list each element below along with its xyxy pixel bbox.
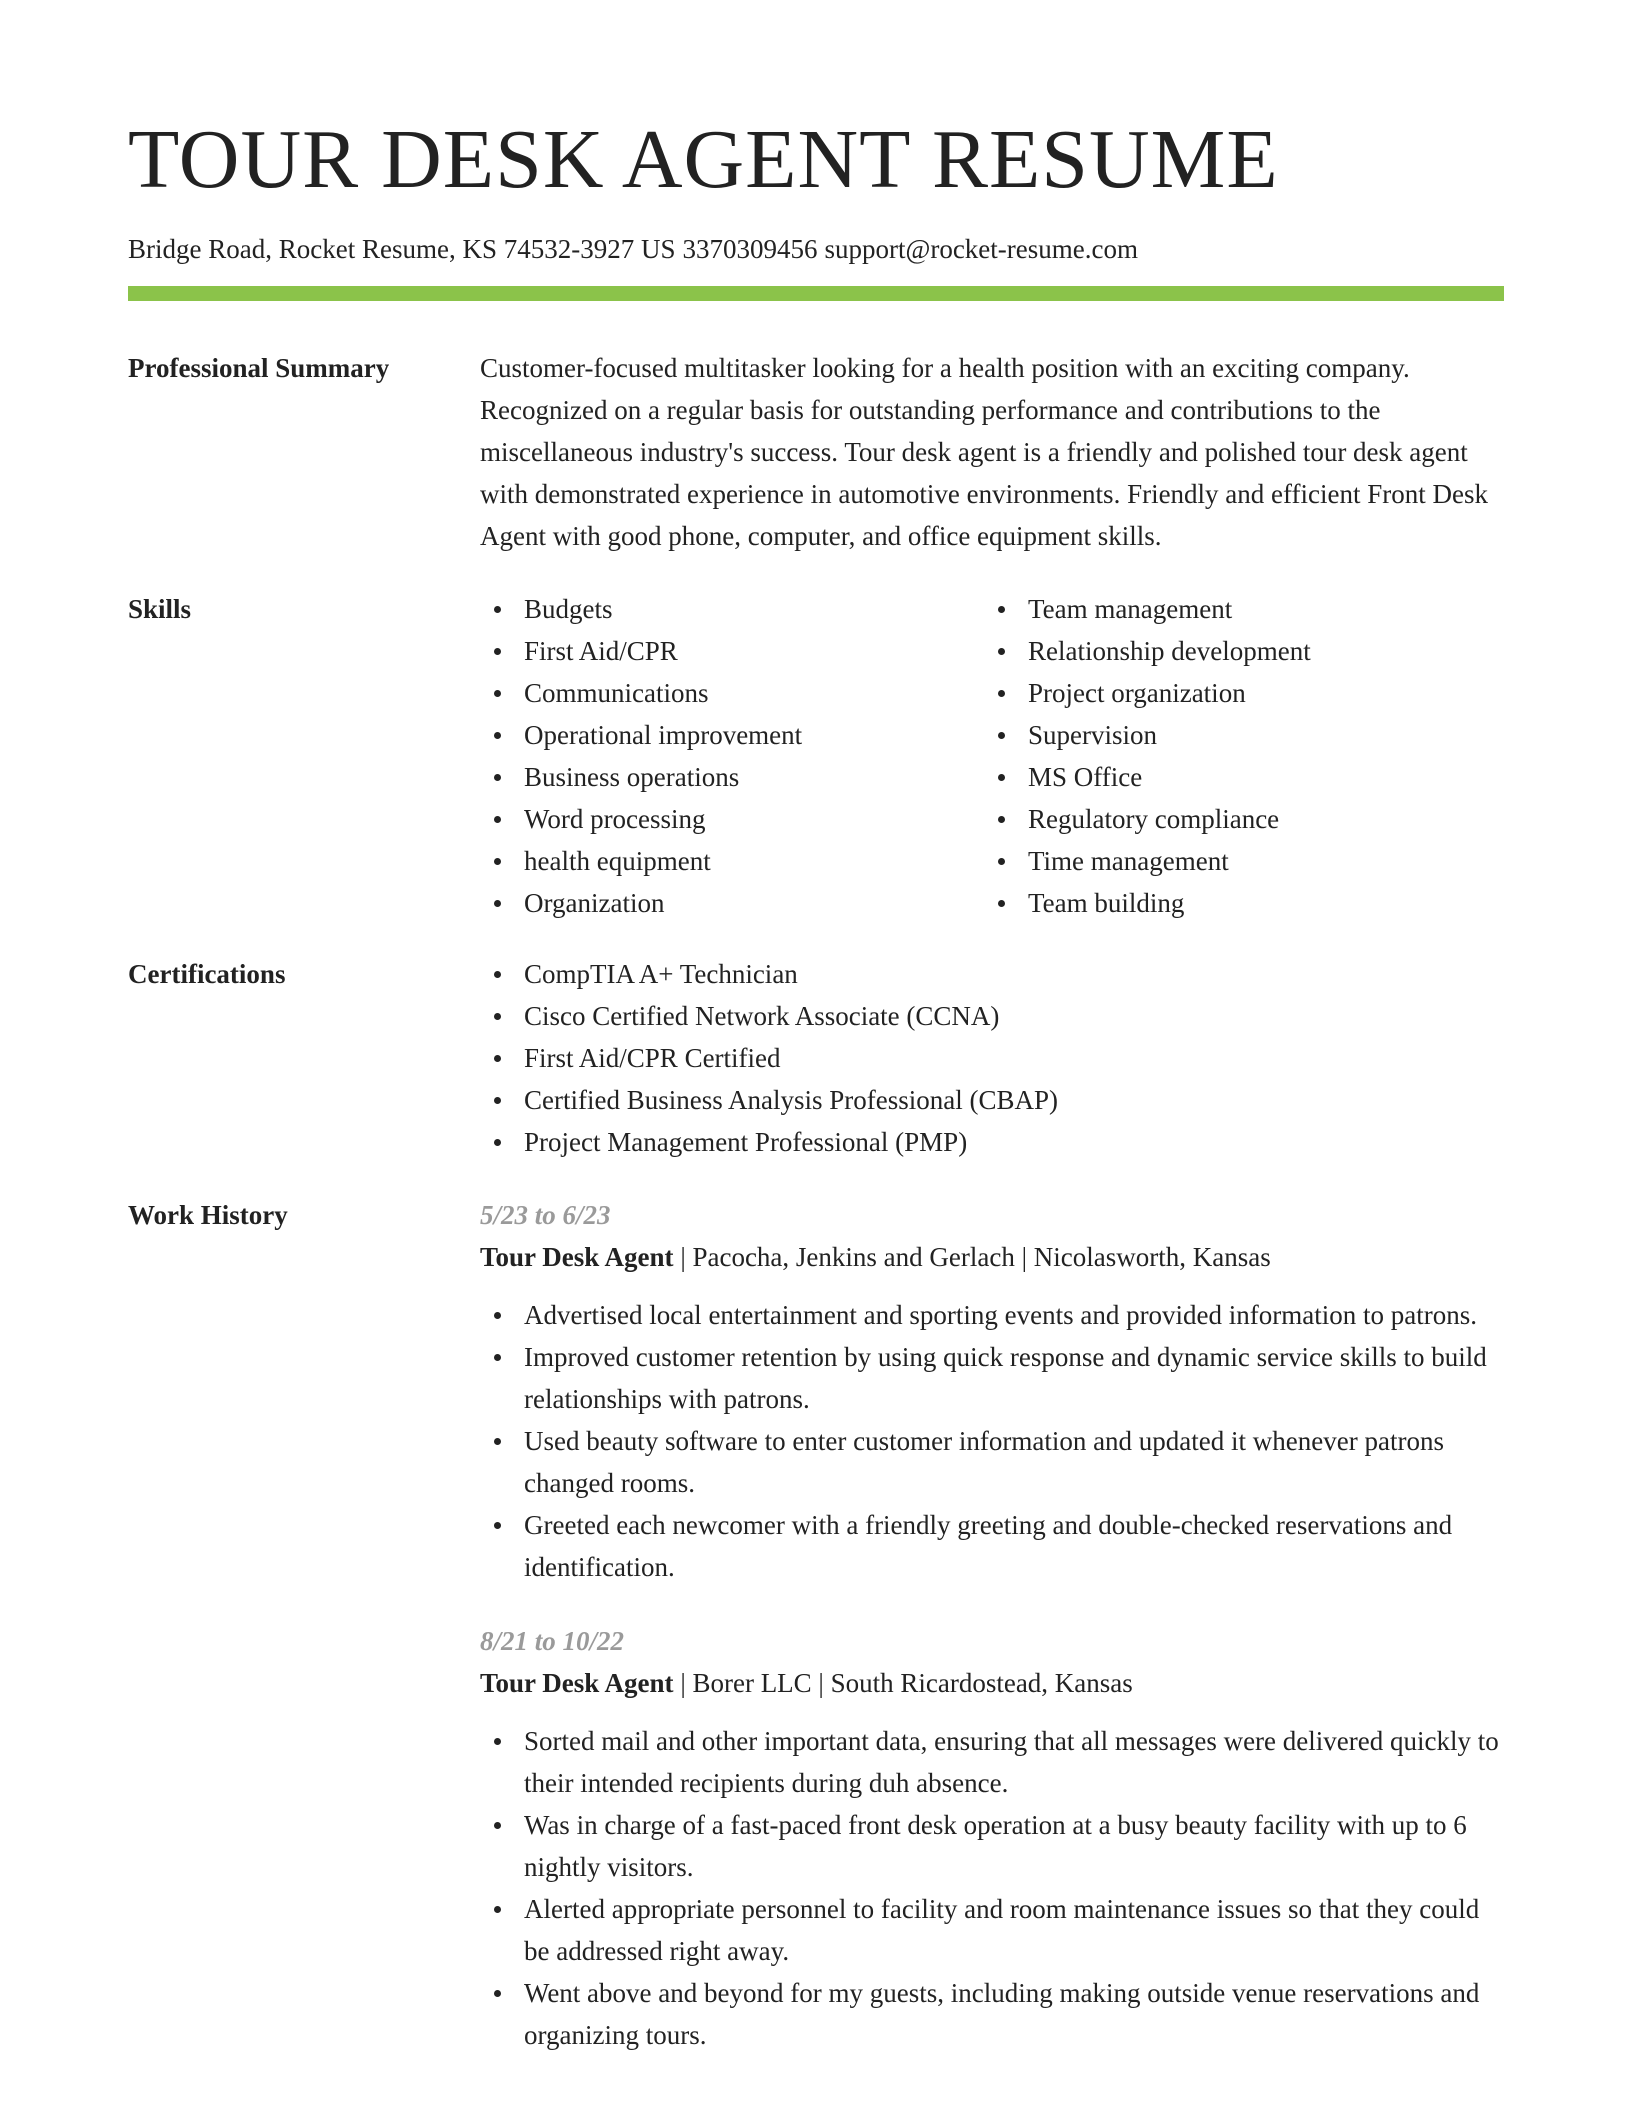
list-item: Used beauty software to enter customer information and updated it whenever patrons changed rooms. — [524, 1420, 1504, 1504]
list-item: Time management — [1028, 840, 1548, 882]
section-heading: Certifications — [128, 959, 286, 989]
summary-text: Customer-focused multitasker looking for a health position with an exciting company. Recognized on a regular basis for outstanding performance and contributions to the miscellaneous industry's success. Tour desk agent is a friendly and polished tour desk agent with demonstrated experience in automotive environments. Friendly and efficient Front Desk Agent with good phone, computer, and office equipment skills. — [480, 353, 1488, 551]
section-heading: Work History — [128, 1200, 288, 1230]
job-title: Tour Desk Agent — [480, 1242, 674, 1272]
skills-columns — [480, 588, 1504, 924]
list-item: Regulatory compliance — [1028, 798, 1548, 840]
certifications-body — [480, 953, 1504, 1163]
list-item: First Aid/CPR Certified — [524, 1037, 1504, 1079]
job-dates: 5/23 to 6/23 — [480, 1200, 611, 1230]
list-item: Team management — [1028, 588, 1548, 630]
job-employer-location: | Pacocha, Jenkins and Gerlach | Nicolasworth, Kansas — [673, 1242, 1271, 1272]
list-item: Project Management Professional (PMP) — [524, 1121, 1504, 1163]
list-item: Word processing — [524, 798, 1028, 840]
section-heading: Skills — [128, 594, 192, 624]
job-title: Tour Desk Agent — [480, 1668, 674, 1698]
list-item: Alerted appropriate personnel to facility and room maintenance issues so that they could be addressed right away. — [524, 1888, 1504, 1972]
list-item: Supervision — [1028, 714, 1548, 756]
list-item: Greeted each newcomer with a friendly greeting and double-checked reservations and identification. — [524, 1504, 1504, 1588]
job-heading — [480, 1236, 1504, 1278]
header-divider — [128, 286, 1504, 301]
contact-phone: 3370309456 — [682, 234, 818, 264]
skills-list-right — [984, 588, 1548, 924]
resume-title: TOUR DESK AGENT RESUME — [128, 113, 1279, 206]
list-item: First Aid/CPR — [524, 630, 1028, 672]
section-heading: Professional Summary — [128, 353, 390, 383]
list-item: CompTIA A+ Technician — [524, 953, 1504, 995]
contact-line — [128, 233, 1138, 265]
job-bullets — [480, 1720, 1504, 2056]
list-item: Organization — [524, 882, 1028, 924]
job-heading — [480, 1662, 1504, 1704]
list-item: Advertised local entertainment and sporting events and provided information to patrons. — [524, 1294, 1504, 1336]
summary-body — [480, 347, 1504, 557]
job-entry — [480, 1620, 1504, 2056]
list-item: Team building — [1028, 882, 1548, 924]
certifications-list — [480, 953, 1504, 1163]
list-item: Certified Business Analysis Professional (CBAP) — [524, 1079, 1504, 1121]
list-item: Went above and beyond for my guests, including making outside venue reservations and organizing tours. — [524, 1972, 1504, 2056]
list-item: Business operations — [524, 756, 1028, 798]
job-bullets — [480, 1294, 1504, 1588]
job-dates: 8/21 to 10/22 — [480, 1626, 625, 1656]
list-item: MS Office — [1028, 756, 1548, 798]
job-entry — [480, 1194, 1504, 1588]
list-item: Budgets — [524, 588, 1028, 630]
work-history-body — [480, 1194, 1504, 2056]
skills-list-left — [480, 588, 1028, 924]
list-item: Communications — [524, 672, 1028, 714]
job-employer-location: | Borer LLC | South Ricardostead, Kansas — [673, 1668, 1133, 1698]
list-item: Project organization — [1028, 672, 1548, 714]
list-item: Sorted mail and other important data, ensuring that all messages were delivered quickly to their intended recipients during duh absence. — [524, 1720, 1504, 1804]
list-item: Was in charge of a fast-paced front desk operation at a busy beauty facility with up to 6 nightly visitors. — [524, 1804, 1504, 1888]
list-item: Relationship development — [1028, 630, 1548, 672]
skills-body — [480, 588, 1504, 924]
list-item: Operational improvement — [524, 714, 1028, 756]
list-item: Improved customer retention by using quick response and dynamic service skills to build relationships with patrons. — [524, 1336, 1504, 1420]
contact-address: Bridge Road, Rocket Resume, KS 74532-3927 US — [128, 234, 676, 264]
list-item: health equipment — [524, 840, 1028, 882]
contact-email: support@rocket-resume.com — [824, 234, 1138, 264]
list-item: Cisco Certified Network Associate (CCNA) — [524, 995, 1504, 1037]
